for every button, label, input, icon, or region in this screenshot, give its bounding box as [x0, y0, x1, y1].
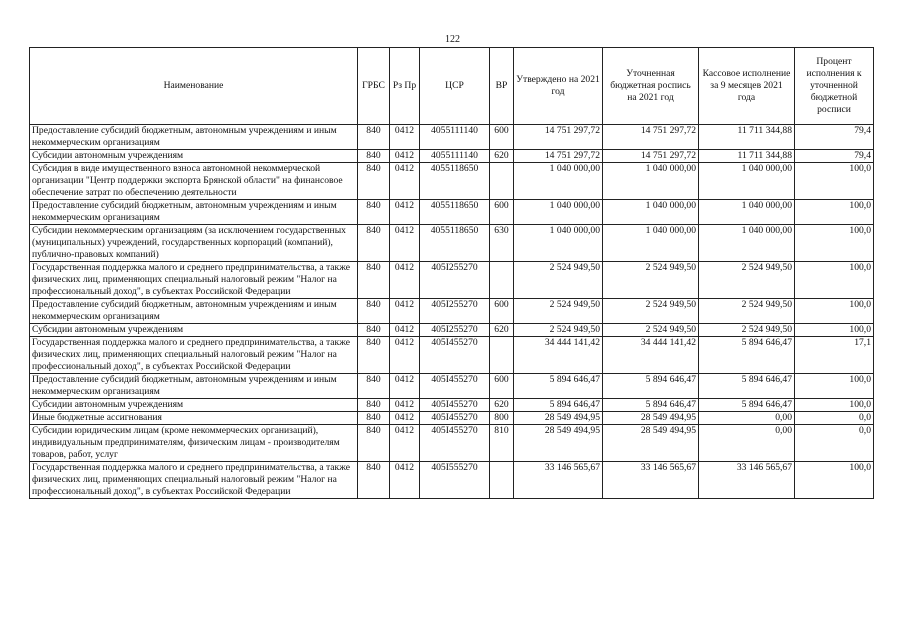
row-vr: 800 [490, 412, 514, 425]
row-csr: 405I455270 [420, 337, 490, 374]
row-revised: 2 524 949,50 [603, 299, 699, 324]
row-vr [490, 337, 514, 374]
row-cash: 0,00 [699, 425, 795, 462]
row-revised: 1 040 000,00 [603, 163, 699, 200]
row-csr: 405I555270 [420, 462, 490, 499]
header-rz-pr: Рз Пр [390, 48, 420, 125]
header-vr: ВР [490, 48, 514, 125]
row-percent: 100,0 [795, 200, 874, 225]
row-revised: 28 549 494,95 [603, 425, 699, 462]
row-approved: 14 751 297,72 [514, 150, 603, 163]
row-percent: 100,0 [795, 462, 874, 499]
row-percent: 17,1 [795, 337, 874, 374]
row-vr: 600 [490, 200, 514, 225]
row-revised: 14 751 297,72 [603, 125, 699, 150]
row-name: Субсидия в виде имущественного взноса автономной некоммерческой организации "Центр поддержки экспорта Брянской области" на финансовое обеспечение затрат по обеспечению деятельности [30, 163, 358, 200]
row-grbs: 840 [358, 425, 390, 462]
row-revised: 1 040 000,00 [603, 200, 699, 225]
row-approved: 28 549 494,95 [514, 425, 603, 462]
row-percent: 100,0 [795, 324, 874, 337]
table-row [30, 399, 874, 412]
row-approved: 5 894 646,47 [514, 374, 603, 399]
row-csr: 4055111140 [420, 125, 490, 150]
row-rz-pr: 0412 [390, 412, 420, 425]
row-csr: 405I255270 [420, 299, 490, 324]
row-rz-pr: 0412 [390, 425, 420, 462]
row-rz-pr: 0412 [390, 374, 420, 399]
header-csr: ЦСР [420, 48, 490, 125]
row-grbs: 840 [358, 299, 390, 324]
row-approved: 33 146 565,67 [514, 462, 603, 499]
table-row [30, 374, 874, 399]
row-vr: 600 [490, 125, 514, 150]
row-revised: 14 751 297,72 [603, 150, 699, 163]
row-cash: 1 040 000,00 [699, 163, 795, 200]
row-grbs: 840 [358, 200, 390, 225]
row-vr: 810 [490, 425, 514, 462]
row-cash: 11 711 344,88 [699, 125, 795, 150]
row-rz-pr: 0412 [390, 200, 420, 225]
row-grbs: 840 [358, 262, 390, 299]
row-name: Иные бюджетные ассигнования [30, 412, 358, 425]
row-name: Предоставление субсидий бюджетным, автономным учреждениям и иным некоммерческим организациям [30, 200, 358, 225]
page-number: 122 [445, 34, 460, 45]
row-name: Предоставление субсидий бюджетным, автономным учреждениям и иным некоммерческим организациям [30, 374, 358, 399]
row-name: Субсидии автономным учреждениям [30, 150, 358, 163]
row-cash: 11 711 344,88 [699, 150, 795, 163]
row-cash: 33 146 565,67 [699, 462, 795, 499]
row-rz-pr: 0412 [390, 262, 420, 299]
row-csr: 4055118650 [420, 200, 490, 225]
row-grbs: 840 [358, 125, 390, 150]
row-approved: 5 894 646,47 [514, 399, 603, 412]
row-rz-pr: 0412 [390, 225, 420, 262]
row-revised: 5 894 646,47 [603, 374, 699, 399]
row-vr [490, 462, 514, 499]
row-cash: 0,00 [699, 412, 795, 425]
row-cash: 2 524 949,50 [699, 262, 795, 299]
row-csr: 4055118650 [420, 225, 490, 262]
row-approved: 28 549 494,95 [514, 412, 603, 425]
table-row [30, 125, 874, 150]
row-revised: 2 524 949,50 [603, 324, 699, 337]
table-row [30, 262, 874, 299]
row-grbs: 840 [358, 374, 390, 399]
row-name: Государственная поддержка малого и среднего предпринимательства, а также физических лиц, применяющих специальный налоговый режим "Налог на профессиональный доход", в субъектах Российской Федерации [30, 337, 358, 374]
row-revised: 33 146 565,67 [603, 462, 699, 499]
row-name: Субсидии некоммерческим организациям (за исключением государственных (муниципальных) учреждений, государственных корпораций (компаний), публично-правовых компаний) [30, 225, 358, 262]
row-cash: 5 894 646,47 [699, 399, 795, 412]
row-percent: 0,0 [795, 412, 874, 425]
header-percent: Процент исполнения к уточненной бюджетной росписи [795, 48, 874, 125]
row-grbs: 840 [358, 337, 390, 374]
row-approved: 34 444 141,42 [514, 337, 603, 374]
row-csr: 405I455270 [420, 425, 490, 462]
row-approved: 2 524 949,50 [514, 324, 603, 337]
row-csr: 405I455270 [420, 374, 490, 399]
row-grbs: 840 [358, 150, 390, 163]
row-csr: 405I255270 [420, 324, 490, 337]
table-header-row [30, 48, 874, 125]
row-rz-pr: 0412 [390, 163, 420, 200]
row-name: Субсидии автономным учреждениям [30, 324, 358, 337]
row-approved: 2 524 949,50 [514, 299, 603, 324]
row-csr: 4055111140 [420, 150, 490, 163]
row-name: Государственная поддержка малого и среднего предпринимательства, а также физических лиц, применяющих специальный налоговый режим "Налог на профессиональный доход", в субъектах Российской Федерации [30, 462, 358, 499]
row-percent: 100,0 [795, 163, 874, 200]
row-revised: 34 444 141,42 [603, 337, 699, 374]
row-percent: 79,4 [795, 150, 874, 163]
row-revised: 2 524 949,50 [603, 262, 699, 299]
table-row [30, 425, 874, 462]
table-row [30, 412, 874, 425]
row-csr: 405I255270 [420, 262, 490, 299]
row-rz-pr: 0412 [390, 399, 420, 412]
table-row [30, 150, 874, 163]
row-vr: 630 [490, 225, 514, 262]
row-percent: 79,4 [795, 125, 874, 150]
table-row [30, 200, 874, 225]
row-name: Предоставление субсидий бюджетным, автономным учреждениям и иным некоммерческим организациям [30, 299, 358, 324]
row-percent: 100,0 [795, 225, 874, 262]
row-vr: 620 [490, 150, 514, 163]
row-approved: 2 524 949,50 [514, 262, 603, 299]
row-rz-pr: 0412 [390, 125, 420, 150]
row-name: Государственная поддержка малого и среднего предпринимательства, а также физических лиц, применяющих специальный налоговый режим "Налог на профессиональный доход", в субъектах Российской Федерации [30, 262, 358, 299]
row-name: Субсидии автономным учреждениям [30, 399, 358, 412]
budget-execution-table [29, 47, 874, 499]
row-revised: 28 549 494,95 [603, 412, 699, 425]
row-csr: 405I455270 [420, 412, 490, 425]
row-cash: 5 894 646,47 [699, 337, 795, 374]
row-revised: 1 040 000,00 [603, 225, 699, 262]
table-row [30, 225, 874, 262]
row-cash: 1 040 000,00 [699, 225, 795, 262]
row-cash: 2 524 949,50 [699, 299, 795, 324]
header-name: Наименование [30, 48, 358, 125]
row-percent: 100,0 [795, 374, 874, 399]
row-vr: 620 [490, 399, 514, 412]
row-rz-pr: 0412 [390, 299, 420, 324]
table-row [30, 324, 874, 337]
row-vr: 600 [490, 299, 514, 324]
row-name: Субсидии юридическим лицам (кроме некоммерческих организаций), индивидуальным предпринимателям, физическим лицам - производителям товаров, работ, услуг [30, 425, 358, 462]
header-revised: Уточненная бюджетная роспись на 2021 год [603, 48, 699, 125]
row-grbs: 840 [358, 412, 390, 425]
row-percent: 100,0 [795, 262, 874, 299]
row-rz-pr: 0412 [390, 337, 420, 374]
header-grbs: ГРБС [358, 48, 390, 125]
row-rz-pr: 0412 [390, 150, 420, 163]
row-grbs: 840 [358, 399, 390, 412]
row-csr: 4055118650 [420, 163, 490, 200]
row-cash: 5 894 646,47 [699, 374, 795, 399]
row-vr: 600 [490, 374, 514, 399]
row-cash: 2 524 949,50 [699, 324, 795, 337]
row-percent: 0,0 [795, 425, 874, 462]
row-approved: 14 751 297,72 [514, 125, 603, 150]
row-csr: 405I455270 [420, 399, 490, 412]
row-name: Предоставление субсидий бюджетным, автономным учреждениям и иным некоммерческим организациям [30, 125, 358, 150]
table-row [30, 462, 874, 499]
row-cash: 1 040 000,00 [699, 200, 795, 225]
table-row [30, 337, 874, 374]
row-grbs: 840 [358, 462, 390, 499]
row-approved: 1 040 000,00 [514, 225, 603, 262]
row-vr [490, 163, 514, 200]
table-row [30, 163, 874, 200]
header-cash: Кассовое исполнение за 9 месяцев 2021 года [699, 48, 795, 125]
table-row [30, 299, 874, 324]
row-grbs: 840 [358, 163, 390, 200]
row-grbs: 840 [358, 225, 390, 262]
row-grbs: 840 [358, 324, 390, 337]
row-vr: 620 [490, 324, 514, 337]
row-vr [490, 262, 514, 299]
row-approved: 1 040 000,00 [514, 163, 603, 200]
row-rz-pr: 0412 [390, 462, 420, 499]
row-approved: 1 040 000,00 [514, 200, 603, 225]
header-approved: Утверждено на 2021 год [514, 48, 603, 125]
row-percent: 100,0 [795, 399, 874, 412]
row-percent: 100,0 [795, 299, 874, 324]
row-rz-pr: 0412 [390, 324, 420, 337]
row-revised: 5 894 646,47 [603, 399, 699, 412]
